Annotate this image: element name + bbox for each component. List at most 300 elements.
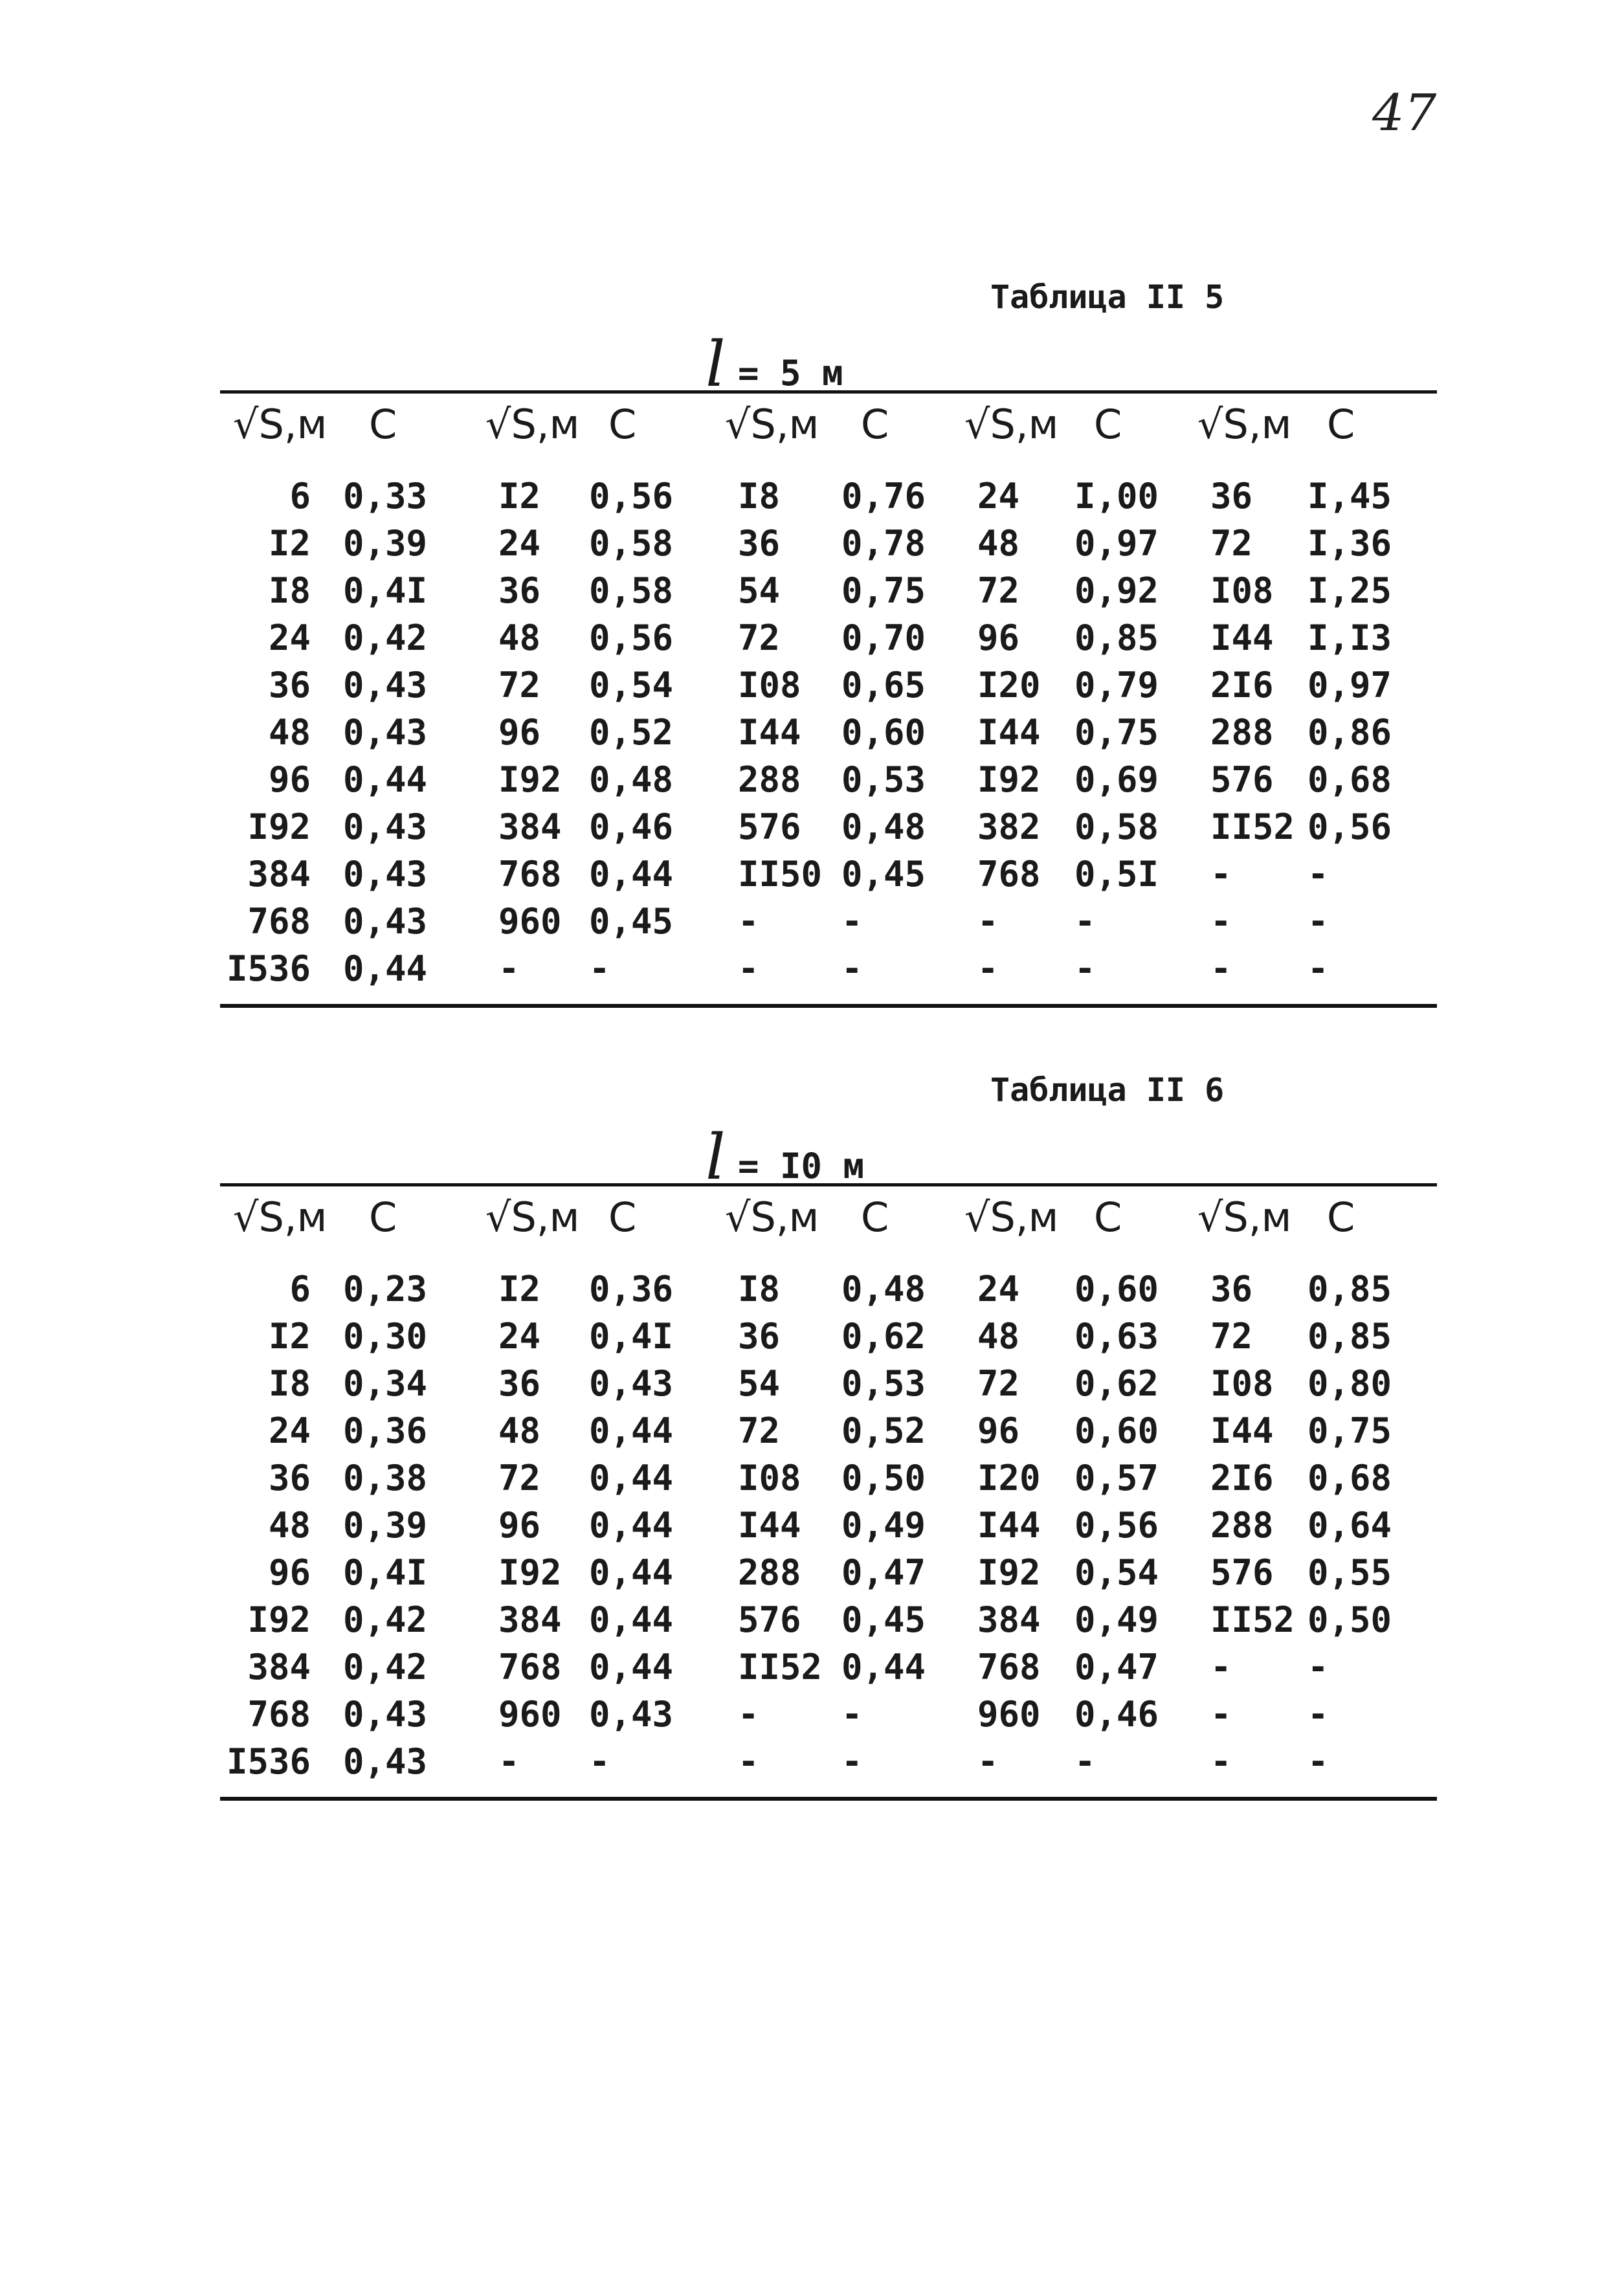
cell-s-value: I20 — [977, 1458, 1041, 1498]
cell-c-value: 0,43 — [343, 712, 428, 753]
sqrt-s-header-label: √S,м — [725, 1193, 819, 1241]
table-caption — [220, 1068, 1437, 1126]
cell-s-value: 384 — [498, 1599, 562, 1640]
cell-s-value: 768 — [977, 1647, 1041, 1687]
cell-c-value: I,25 — [1307, 570, 1392, 611]
table-row — [220, 1691, 1437, 1738]
cell-c-value: 0,60 — [841, 712, 926, 753]
sqrt-s-header-label: √S,м — [725, 400, 819, 448]
cell-s-value: I92 — [977, 1552, 1041, 1593]
table-row — [220, 1502, 1437, 1549]
cell-s-value: I8 — [268, 1363, 311, 1404]
cell-s-value: I44 — [977, 1505, 1041, 1546]
cell-c-value: 0,44 — [589, 1552, 674, 1593]
cell-s-value: 384 — [247, 1647, 311, 1687]
cell-s-value: I2 — [498, 476, 541, 517]
cell-s-value: 36 — [498, 1363, 541, 1404]
cell-s-value: 36 — [738, 523, 781, 564]
cell-c-value: - — [589, 948, 610, 989]
column-header-s — [951, 1186, 1068, 1247]
cell-c-value: 0,36 — [343, 1410, 428, 1451]
cell-c-value: 0,58 — [1074, 807, 1159, 847]
cell-s-value: II52 — [1210, 807, 1295, 847]
cell-c-value: - — [1307, 948, 1329, 989]
cell-s-value: I92 — [498, 759, 562, 800]
cell-c-value: 0,44 — [589, 1647, 674, 1687]
cell-s-value: I44 — [977, 712, 1041, 753]
cell-s-value: - — [977, 948, 999, 989]
cell-c-value: 0,44 — [589, 1410, 674, 1451]
table-header — [220, 394, 1437, 454]
cell-c-value: 0,65 — [841, 665, 926, 706]
column-header-s — [1185, 1186, 1301, 1247]
sqrt-s-header-label: √S,м — [1197, 1193, 1292, 1241]
cell-c-value: - — [1307, 901, 1329, 942]
cell-s-value: 24 — [498, 1316, 541, 1357]
cell-s-value: I08 — [1210, 570, 1274, 611]
cell-c-value: 0,4I — [589, 1316, 674, 1357]
column-header-c — [343, 1186, 473, 1247]
cell-s-value: - — [977, 901, 999, 942]
table-row — [220, 454, 1437, 520]
column-header-c — [835, 1186, 951, 1247]
cell-c-value: 0,52 — [841, 1410, 926, 1451]
cell-s-value: 96 — [977, 618, 1020, 658]
cell-s-value: 48 — [268, 712, 311, 753]
cell-s-value: I08 — [738, 665, 801, 706]
cell-s-value: I2 — [498, 1269, 541, 1309]
c-header-label: C — [369, 400, 397, 448]
cell-s-value: 24 — [977, 1269, 1020, 1309]
cell-c-value: 0,70 — [841, 618, 926, 658]
cell-s-value: I92 — [247, 807, 311, 847]
cell-s-value: 48 — [498, 1410, 541, 1451]
cell-c-value: 0,45 — [841, 854, 926, 895]
table-row — [220, 1454, 1437, 1502]
c-header-label: C — [861, 1193, 889, 1241]
column-header-c — [1301, 394, 1437, 454]
cell-s-value: 48 — [268, 1505, 311, 1546]
cell-c-value: 0,68 — [1307, 759, 1392, 800]
cell-c-value: 0,62 — [841, 1316, 926, 1357]
cell-s-value: - — [977, 1741, 999, 1782]
table-caption-text: Таблица II 5 — [990, 278, 1225, 316]
cell-s-value: I44 — [1210, 618, 1274, 658]
cell-c-value: 0,54 — [1074, 1552, 1159, 1593]
cell-s-value: - — [1210, 1694, 1232, 1735]
table-row — [220, 803, 1437, 851]
cell-s-value: - — [1210, 854, 1232, 895]
table-row — [220, 1549, 1437, 1596]
cell-c-value: 0,30 — [343, 1316, 428, 1357]
c-header-label: C — [369, 1193, 397, 1241]
cell-c-value: - — [1074, 1741, 1096, 1782]
data-table — [220, 394, 1437, 992]
length-value: = I0 м — [738, 1146, 865, 1186]
cell-s-value: I536 — [226, 948, 311, 989]
cell-c-value: 0,49 — [841, 1505, 926, 1546]
cell-s-value: 24 — [268, 1410, 311, 1451]
cell-c-value: 0,50 — [841, 1458, 926, 1498]
cell-s-value: 576 — [738, 1599, 801, 1640]
cell-c-value: 0,43 — [343, 901, 428, 942]
column-header-c — [1301, 1186, 1437, 1247]
cell-s-value: I8 — [738, 476, 781, 517]
cell-s-value: 72 — [738, 618, 781, 658]
table-row — [220, 851, 1437, 898]
cell-c-value: 0,56 — [589, 618, 674, 658]
table-block-II5 — [220, 275, 1437, 1008]
cell-s-value: I08 — [738, 1458, 801, 1498]
cell-c-value: - — [1307, 1647, 1329, 1687]
cell-c-value: - — [841, 1694, 863, 1735]
cell-s-value: 36 — [268, 1458, 311, 1498]
cell-c-value: 0,69 — [1074, 759, 1159, 800]
cell-c-value: 0,60 — [1074, 1410, 1159, 1451]
column-header-s — [473, 394, 583, 454]
cell-c-value: 0,47 — [1074, 1647, 1159, 1687]
cell-s-value: 960 — [977, 1694, 1041, 1735]
cell-s-value: 6 — [289, 1269, 311, 1309]
cell-s-value: 96 — [498, 712, 541, 753]
c-header-label: C — [1094, 400, 1122, 448]
cell-c-value: 0,68 — [1307, 1458, 1392, 1498]
cell-c-value: 0,4I — [343, 570, 428, 611]
cell-c-value: 0,39 — [343, 1505, 428, 1546]
cell-s-value: 960 — [498, 901, 562, 942]
cell-s-value: 54 — [738, 1363, 781, 1404]
column-header-c — [583, 394, 712, 454]
cell-s-value: 2I6 — [1210, 1458, 1274, 1498]
cell-s-value: I8 — [268, 570, 311, 611]
cell-c-value: 0,63 — [1074, 1316, 1159, 1357]
table-row — [220, 945, 1437, 992]
cell-s-value: 288 — [738, 759, 801, 800]
sqrt-s-header-label: √S,м — [233, 1193, 328, 1241]
cell-c-value: 0,44 — [343, 948, 428, 989]
cell-c-value: 0,85 — [1074, 618, 1159, 658]
sqrt-s-header-label: √S,м — [485, 1193, 580, 1241]
cell-s-value: - — [1210, 948, 1232, 989]
cell-c-value: 0,86 — [1307, 712, 1392, 753]
cell-s-value: I20 — [977, 665, 1041, 706]
table-caption — [220, 275, 1437, 333]
column-header-s — [951, 394, 1068, 454]
column-header-s — [220, 394, 343, 454]
table-row — [220, 756, 1437, 803]
cell-c-value: 0,62 — [1074, 1363, 1159, 1404]
cell-s-value: I2 — [268, 1316, 311, 1357]
cell-c-value: 0,50 — [1307, 1599, 1392, 1640]
table-row — [220, 1738, 1437, 1785]
cell-s-value: - — [738, 1694, 759, 1735]
table-row — [220, 1313, 1437, 1360]
cell-c-value: 0,53 — [841, 1363, 926, 1404]
cell-s-value: I536 — [226, 1741, 311, 1782]
cell-s-value: 36 — [268, 665, 311, 706]
cell-s-value: - — [498, 948, 520, 989]
c-header-label: C — [608, 1193, 637, 1241]
cell-c-value: 0,85 — [1307, 1269, 1392, 1309]
sqrt-s-header-label: √S,м — [964, 400, 1059, 448]
cell-s-value: 72 — [498, 665, 541, 706]
cell-s-value: 384 — [977, 1599, 1041, 1640]
cell-c-value: 0,56 — [1074, 1505, 1159, 1546]
cell-s-value: 48 — [977, 523, 1020, 564]
cell-c-value: 0,48 — [841, 807, 926, 847]
cell-s-value: 576 — [1210, 1552, 1274, 1593]
length-symbol: l — [706, 1121, 726, 1194]
table-row — [220, 614, 1437, 662]
data-table — [220, 1186, 1437, 1785]
table-row — [220, 1643, 1437, 1691]
cell-c-value: - — [1307, 854, 1329, 895]
cell-c-value: 0,64 — [1307, 1505, 1392, 1546]
cell-c-value: 0,80 — [1307, 1363, 1392, 1404]
cell-c-value: 0,43 — [343, 665, 428, 706]
cell-c-value: 0,42 — [343, 618, 428, 658]
cell-s-value: I92 — [247, 1599, 311, 1640]
cell-s-value: 768 — [498, 854, 562, 895]
cell-s-value: 36 — [738, 1316, 781, 1357]
sqrt-s-header-label: √S,м — [964, 1193, 1059, 1241]
column-header-c — [835, 394, 951, 454]
cell-s-value: 6 — [289, 476, 311, 517]
cell-c-value: - — [1074, 901, 1096, 942]
cell-s-value: I08 — [1210, 1363, 1274, 1404]
cell-c-value: I,00 — [1074, 476, 1159, 517]
cell-c-value: - — [841, 901, 863, 942]
cell-c-value: 0,4I — [343, 1552, 428, 1593]
cell-c-value: 0,54 — [589, 665, 674, 706]
cell-c-value: 0,43 — [343, 1741, 428, 1782]
cell-s-value: 96 — [498, 1505, 541, 1546]
cell-c-value: - — [1307, 1694, 1329, 1735]
cell-c-value: 0,46 — [1074, 1694, 1159, 1735]
cell-c-value: 0,49 — [1074, 1599, 1159, 1640]
column-header-s — [712, 1186, 835, 1247]
cell-s-value: 96 — [268, 759, 311, 800]
cell-s-value: 288 — [738, 1552, 801, 1593]
cell-s-value: 48 — [977, 1316, 1020, 1357]
cell-c-value: I,45 — [1307, 476, 1392, 517]
cell-s-value: 36 — [1210, 1269, 1253, 1309]
cell-c-value: 0,78 — [841, 523, 926, 564]
cell-s-value: 24 — [498, 523, 541, 564]
sqrt-s-header-label: √S,м — [233, 400, 328, 448]
table-row — [220, 520, 1437, 567]
cell-s-value: I92 — [977, 759, 1041, 800]
cell-s-value: - — [1210, 1741, 1232, 1782]
cell-c-value: 0,33 — [343, 476, 428, 517]
cell-s-value: II52 — [738, 1647, 823, 1687]
length-parameter — [220, 328, 1437, 401]
table-row — [220, 898, 1437, 945]
cell-c-value: I,36 — [1307, 523, 1392, 564]
cell-s-value: 54 — [738, 570, 781, 611]
column-header-c — [343, 394, 473, 454]
cell-c-value: 0,43 — [343, 854, 428, 895]
cell-c-value: 0,85 — [1307, 1316, 1392, 1357]
table-row — [220, 1360, 1437, 1407]
cell-c-value: - — [841, 948, 863, 989]
cell-c-value: 0,52 — [589, 712, 674, 753]
cell-s-value: I44 — [1210, 1410, 1274, 1451]
cell-s-value: 48 — [498, 618, 541, 658]
cell-c-value: 0,44 — [343, 759, 428, 800]
column-header-s — [473, 1186, 583, 1247]
cell-s-value: 72 — [1210, 523, 1253, 564]
cell-c-value: 0,23 — [343, 1269, 428, 1309]
cell-s-value: - — [738, 948, 759, 989]
cell-c-value: 0,46 — [589, 807, 674, 847]
cell-c-value: 0,42 — [343, 1599, 428, 1640]
table-row — [220, 567, 1437, 614]
sqrt-s-header-label: √S,м — [485, 400, 580, 448]
c-header-label: C — [1327, 1193, 1355, 1241]
cell-c-value: 0,56 — [1307, 807, 1392, 847]
table-row — [220, 662, 1437, 709]
cell-s-value: 768 — [247, 1694, 311, 1735]
table-bottom-rule — [220, 1797, 1437, 1801]
cell-c-value: 0,44 — [589, 854, 674, 895]
cell-s-value: 960 — [498, 1694, 562, 1735]
table-row — [220, 1247, 1437, 1313]
cell-s-value: I8 — [738, 1269, 781, 1309]
cell-c-value: 0,34 — [343, 1363, 428, 1404]
cell-c-value: I,I3 — [1307, 618, 1392, 658]
cell-c-value: 0,56 — [589, 476, 674, 517]
cell-c-value: 0,44 — [589, 1599, 674, 1640]
length-value: = 5 м — [738, 353, 843, 394]
cell-s-value: I44 — [738, 1505, 801, 1546]
length-parameter — [220, 1121, 1437, 1194]
cell-s-value: 24 — [977, 476, 1020, 517]
cell-s-value: 288 — [1210, 712, 1274, 753]
cell-c-value: 0,43 — [343, 807, 428, 847]
cell-c-value: 0,58 — [589, 523, 674, 564]
cell-s-value: 768 — [498, 1647, 562, 1687]
cell-s-value: 96 — [268, 1552, 311, 1593]
table-caption-text: Таблица II 6 — [990, 1071, 1225, 1109]
cell-c-value: 0,44 — [841, 1647, 926, 1687]
column-header-c — [1068, 1186, 1185, 1247]
cell-c-value: - — [841, 1741, 863, 1782]
sqrt-s-header-label: √S,м — [1197, 400, 1292, 448]
column-header-s — [712, 394, 835, 454]
cell-c-value: 0,76 — [841, 476, 926, 517]
cell-c-value: 0,75 — [1307, 1410, 1392, 1451]
cell-s-value: 72 — [977, 1363, 1020, 1404]
cell-c-value: 0,43 — [343, 1694, 428, 1735]
cell-s-value: - — [1210, 1647, 1232, 1687]
cell-c-value: 0,75 — [1074, 712, 1159, 753]
cell-s-value: II52 — [1210, 1599, 1295, 1640]
cell-s-value: 24 — [268, 618, 311, 658]
cell-c-value: 0,75 — [841, 570, 926, 611]
table-row — [220, 1407, 1437, 1454]
cell-c-value: 0,43 — [589, 1694, 674, 1735]
cell-c-value: 0,57 — [1074, 1458, 1159, 1498]
cell-s-value: 384 — [247, 854, 311, 895]
page-number: 47 — [1372, 84, 1437, 142]
cell-s-value: 768 — [247, 901, 311, 942]
table-row — [220, 709, 1437, 756]
cell-c-value: 0,36 — [589, 1269, 674, 1309]
cell-c-value: 0,5I — [1074, 854, 1159, 895]
cell-c-value: 0,60 — [1074, 1269, 1159, 1309]
cell-c-value: 0,55 — [1307, 1552, 1392, 1593]
c-header-label: C — [608, 400, 637, 448]
cell-c-value: 0,39 — [343, 523, 428, 564]
cell-s-value: 2I6 — [1210, 665, 1274, 706]
cell-c-value: 0,42 — [343, 1647, 428, 1687]
cell-c-value: 0,47 — [841, 1552, 926, 1593]
column-header-s — [1185, 394, 1301, 454]
column-header-c — [583, 1186, 712, 1247]
cell-c-value: 0,48 — [589, 759, 674, 800]
cell-s-value: II50 — [738, 854, 823, 895]
c-header-label: C — [861, 400, 889, 448]
cell-s-value: 768 — [977, 854, 1041, 895]
cell-c-value: 0,97 — [1074, 523, 1159, 564]
cell-c-value: - — [1074, 948, 1096, 989]
c-header-label: C — [1327, 400, 1355, 448]
cell-s-value: - — [498, 1741, 520, 1782]
cell-c-value: 0,79 — [1074, 665, 1159, 706]
cell-s-value: - — [1210, 901, 1232, 942]
column-header-c — [1068, 394, 1185, 454]
length-symbol: l — [706, 328, 726, 401]
cell-s-value: 288 — [1210, 1505, 1274, 1546]
column-header-s — [220, 1186, 343, 1247]
cell-c-value: - — [1307, 1741, 1329, 1782]
cell-c-value: 0,45 — [841, 1599, 926, 1640]
table-block-II6 — [220, 1068, 1437, 1801]
cell-s-value: I44 — [738, 712, 801, 753]
cell-s-value: 72 — [738, 1410, 781, 1451]
cell-c-value: 0,92 — [1074, 570, 1159, 611]
cell-c-value: 0,48 — [841, 1269, 926, 1309]
cell-s-value: - — [738, 901, 759, 942]
cell-s-value: 576 — [738, 807, 801, 847]
cell-s-value: 576 — [1210, 759, 1274, 800]
cell-c-value: 0,38 — [343, 1458, 428, 1498]
cell-s-value: 384 — [498, 807, 562, 847]
cell-s-value: 36 — [498, 570, 541, 611]
cell-c-value: 0,44 — [589, 1458, 674, 1498]
cell-s-value: 72 — [1210, 1316, 1253, 1357]
cell-s-value: I2 — [268, 523, 311, 564]
cell-c-value: 0,45 — [589, 901, 674, 942]
table-bottom-rule — [220, 1004, 1437, 1008]
table-body — [220, 454, 1437, 992]
table-row — [220, 1596, 1437, 1643]
cell-s-value: 72 — [977, 570, 1020, 611]
c-header-label: C — [1094, 1193, 1122, 1241]
cell-s-value: 72 — [498, 1458, 541, 1498]
cell-c-value: 0,58 — [589, 570, 674, 611]
cell-c-value: 0,44 — [589, 1505, 674, 1546]
table-header — [220, 1186, 1437, 1247]
cell-c-value: 0,53 — [841, 759, 926, 800]
cell-s-value: - — [738, 1741, 759, 1782]
table-body — [220, 1247, 1437, 1785]
cell-c-value: - — [589, 1741, 610, 1782]
cell-s-value: 36 — [1210, 476, 1253, 517]
cell-s-value: 382 — [977, 807, 1041, 847]
cell-c-value: 0,97 — [1307, 665, 1392, 706]
